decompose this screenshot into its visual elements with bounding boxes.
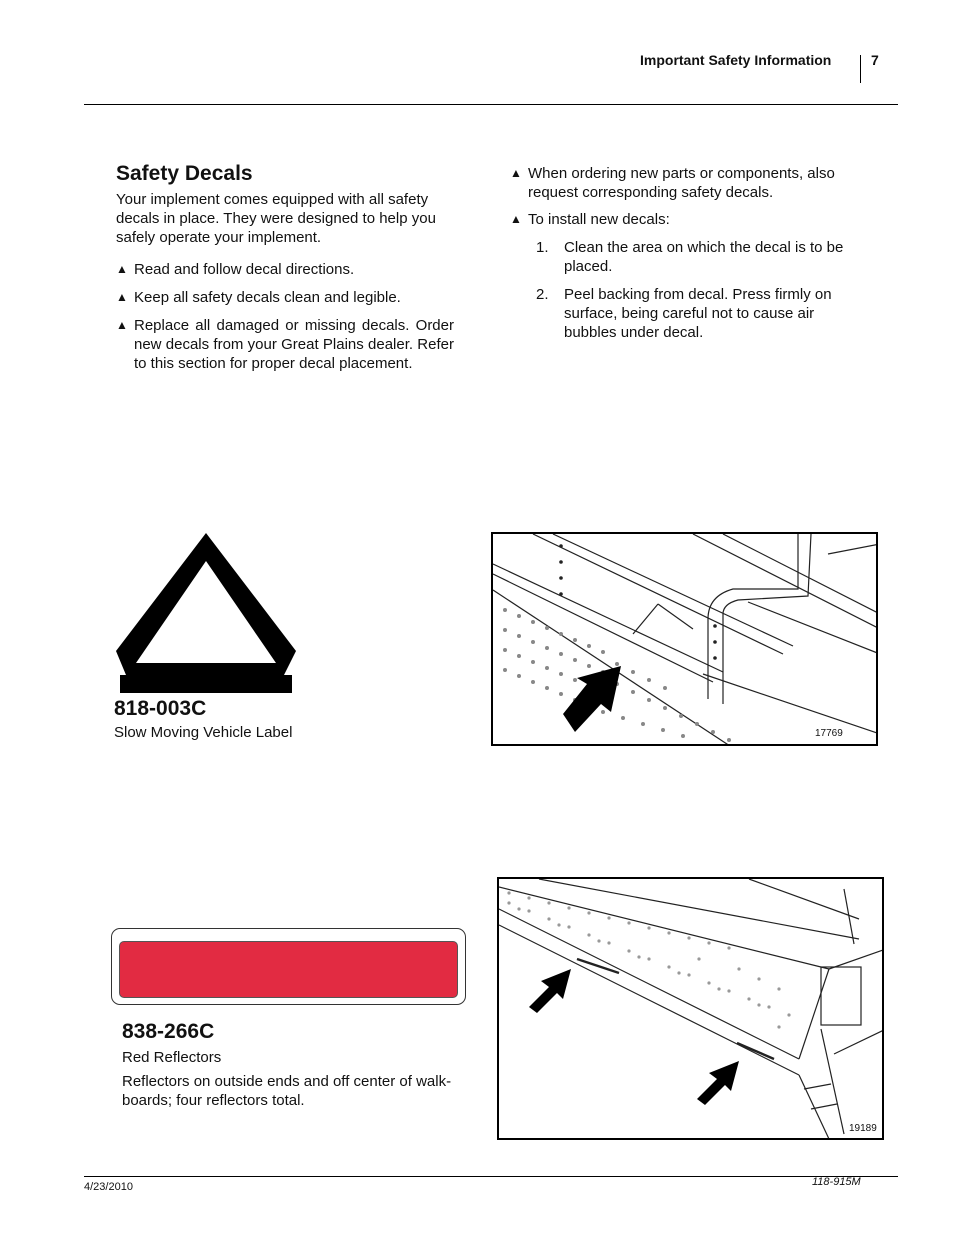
bullet-item (116, 260, 458, 279)
figure-number: 17769 (815, 728, 843, 739)
decal-location-figure (497, 877, 884, 1140)
figure-number: 19189 (849, 1123, 877, 1134)
decal-location-figure (491, 532, 878, 746)
numbered-step (536, 285, 848, 342)
bullet-item (510, 164, 855, 202)
decal-description: Reflectors on outside ends and off center of walk-boards; four reflectors total. (122, 1073, 452, 1109)
footer-date: 4/23/2010 (84, 1181, 133, 1193)
footer-rule (84, 1176, 898, 1177)
running-header-title: Important Safety Information (640, 52, 832, 68)
header-separator (860, 55, 861, 83)
frame-bolts (559, 544, 717, 660)
bullet-text: Read and follow decal directions. (134, 261, 355, 278)
decal-code: 838-266C (122, 1020, 215, 1043)
triangle-bullet-icon: ▲ (510, 166, 522, 180)
bullet-text: When ordering new parts or components, also request corresponding safety decals. (528, 165, 835, 201)
decal-caption: Slow Moving Vehicle Label (114, 724, 293, 741)
decal-caption: Red Reflectors (122, 1049, 222, 1066)
triangle-bullet-icon: ▲ (116, 318, 128, 332)
reflector-strips (577, 959, 774, 1059)
triangle-bullet-icon: ▲ (510, 212, 522, 226)
step-text: Peel backing from decal. Press firmly on surface, being careful not to cause air bubbles under decal. (564, 286, 832, 341)
reflector-swatch (119, 941, 458, 998)
walkboard-perforations (507, 891, 790, 1028)
callout-arrow-icon (529, 969, 571, 1013)
red-reflector-decal (111, 928, 466, 1005)
walkboard-reflector-illustration (499, 879, 884, 1140)
step-text: Clean the area on which the decal is to be placed. (564, 239, 844, 275)
walkboard-illustration (493, 534, 878, 746)
bullet-text: To install new decals: (528, 211, 670, 228)
bullet-text: Keep all safety decals clean and legible. (134, 289, 401, 306)
header-rule (84, 104, 898, 105)
page-number: 7 (871, 52, 879, 68)
triangle-bullet-icon: ▲ (116, 262, 128, 276)
bullet-item (116, 316, 454, 373)
callout-arrow-icon (697, 1061, 739, 1105)
numbered-step (536, 238, 848, 276)
step-number: 1. (536, 239, 549, 256)
section-title: Safety Decals (116, 162, 253, 185)
decal-code: 818-003C (114, 697, 207, 720)
footer-doc-number: 118-915M (812, 1176, 861, 1188)
bullet-text: Replace all damaged or missing decals. Order new decals from your Great Plains dealer. Refer to this section for proper decal placement. (134, 317, 454, 372)
intro-paragraph: Your implement comes equipped with all safety decals in place. They were designed to help you safely operate your implement. (116, 191, 436, 246)
slow-moving-vehicle-emblem (114, 533, 298, 693)
bullet-item (116, 288, 458, 307)
callout-arrow-icon (563, 666, 621, 732)
step-number: 2. (536, 286, 549, 303)
triangle-bullet-icon: ▲ (116, 290, 128, 304)
bullet-item (510, 210, 855, 229)
